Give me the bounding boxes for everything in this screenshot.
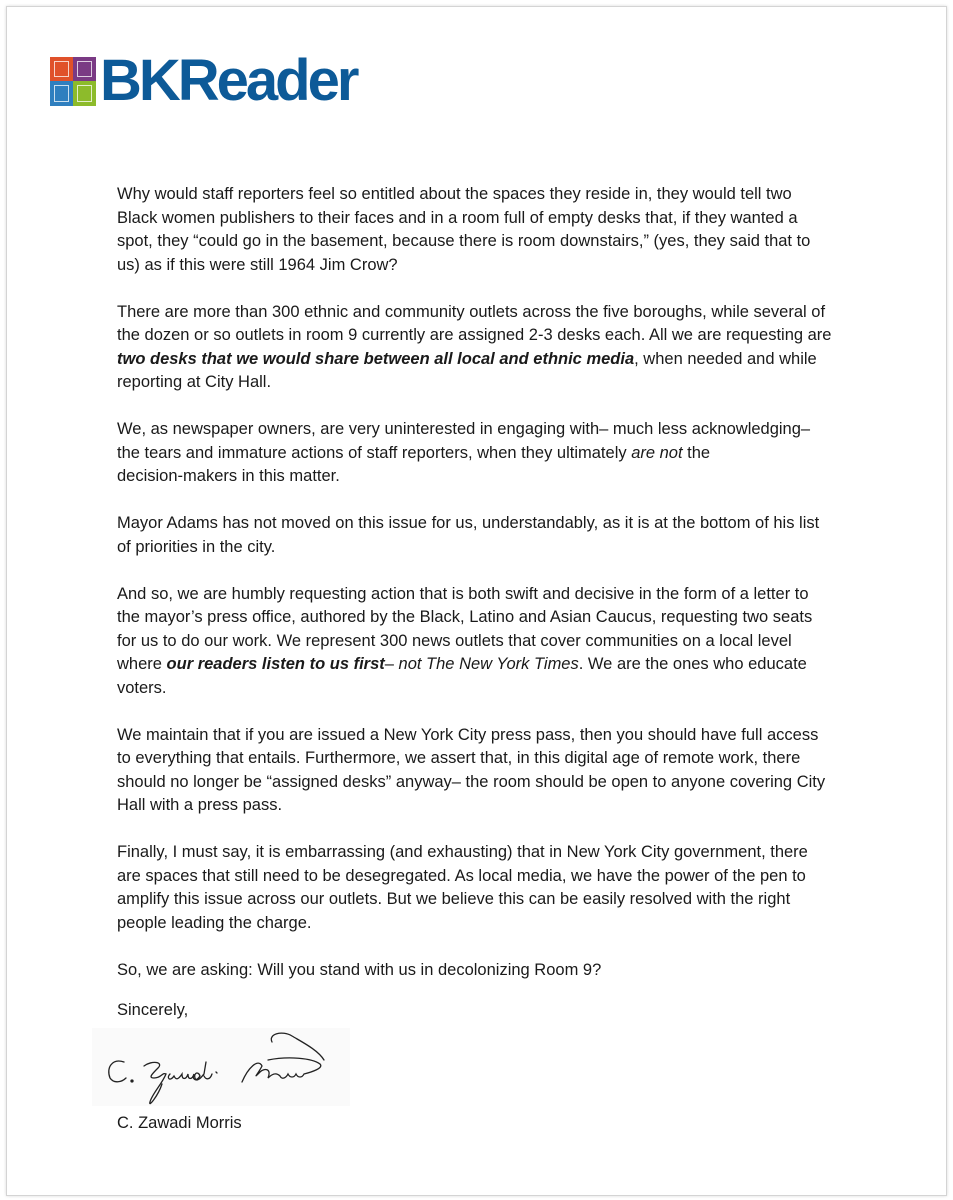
- text-segment: the mayor’s press office, authored by the Black, Latino and Asian Caucus, requesting two seats: [117, 608, 813, 626]
- text-segment: reporting at City Hall.: [117, 373, 272, 391]
- text-line: [117, 841, 907, 865]
- text-segment: Why would staff reporters feel so entitled about the spaces they reside in, they would tell two: [117, 185, 792, 203]
- text-segment: are spaces that still need to be desegregated. As local media, we have the power of the pen to: [117, 866, 806, 885]
- text-segment: the dozen or so outlets in room 9 currently are assigned 2-3 desks each. All we are requesting are: [117, 326, 832, 344]
- text-segment: for us to do our work. We represent 300 news outlets that cover communities on a local level: [117, 631, 792, 650]
- text-segment: , when needed and while: [634, 349, 817, 368]
- text-line: [117, 888, 907, 912]
- text-segment: to everything that entails. Furthermore, we assert that, in this digital age of remote work, there: [117, 749, 801, 767]
- text-line: [117, 724, 907, 748]
- text-segment: where: [117, 655, 167, 673]
- text-segment: should no longer be “assigned desks” anyway– the room should be open to anyone covering City: [117, 772, 826, 791]
- text-segment: the tears and immature actions of staff reporters, when they ultimately: [117, 443, 632, 462]
- letter-paragraph: [117, 183, 907, 277]
- letter-paragraph: [117, 841, 907, 935]
- text-line: [117, 630, 907, 654]
- bkreader-logo: [50, 48, 357, 113]
- text-segment: amplify this issue across our outlets. But we believe this can be easily resolved with the right: [117, 890, 791, 908]
- text-segment: the: [682, 443, 711, 462]
- text-line: [117, 324, 907, 348]
- text-segment: people leading the charge.: [117, 913, 312, 932]
- text-line: [117, 959, 907, 983]
- text-line: [117, 301, 907, 325]
- text-segment: us) as if this were still 1964 Jim Crow?: [117, 255, 398, 274]
- text-segment: Finally, I must say, it is embarrassing (and exhausting) that in New York City government, there: [117, 843, 808, 861]
- text-line: [117, 207, 907, 231]
- text-segment: –: [384, 655, 399, 673]
- text-segment: Black women publishers to their faces and in a room full of empty desks that, if they wanted a: [117, 208, 798, 227]
- text-line: [117, 747, 907, 771]
- text-segment: Hall with a press pass.: [117, 796, 283, 814]
- text-line: [117, 442, 907, 466]
- text-line: [117, 583, 907, 607]
- text-line: [117, 536, 907, 560]
- text-line: [117, 254, 907, 278]
- italic-text: not The New York Times: [398, 655, 579, 673]
- bold-italic-text: two desks that we would share between all local and ethnic media: [117, 349, 635, 368]
- text-segment: We maintain that if you are issued a New York City press pass, then you should have full access: [117, 725, 819, 744]
- text-segment: voters.: [117, 678, 167, 697]
- text-line: [117, 512, 907, 536]
- text-line: [117, 418, 907, 442]
- text-segment: Mayor Adams has not moved on this issue for us, understandably, as it is at the bottom of his list: [117, 514, 820, 532]
- letter-paragraph: [117, 959, 907, 983]
- text-line: [117, 865, 907, 889]
- text-line: [117, 606, 907, 630]
- logo-mark-icon: [50, 57, 96, 106]
- text-segment: spot, they “could go in the basement, because there is room downstairs,” (yes, they said that to: [117, 232, 811, 250]
- text-segment: decision-makers in this matter.: [117, 467, 340, 485]
- letter-paragraph: [117, 724, 907, 818]
- italic-text: are not: [631, 443, 683, 462]
- text-segment: of priorities in the city.: [117, 537, 276, 556]
- letter-body: [117, 183, 907, 1006]
- text-line: [117, 912, 907, 936]
- text-segment: So, we are asking: Will you stand with us in decolonizing Room 9?: [117, 960, 602, 979]
- text-line: [117, 371, 907, 395]
- text-line: [117, 653, 907, 677]
- text-line: [117, 348, 907, 372]
- letter-paragraph: [117, 301, 907, 395]
- text-segment: We, as newspaper owners, are very uninterested in engaging with– much less acknowledging–: [117, 420, 811, 438]
- letter-paragraph: [117, 583, 907, 701]
- text-line: [117, 771, 907, 795]
- text-segment: . We are the ones who educate: [578, 655, 807, 673]
- text-line: [117, 794, 907, 818]
- text-segment: And so, we are humbly requesting action that is both swift and decisive in the form of a letter to: [117, 584, 809, 603]
- text-line: [117, 465, 907, 489]
- bold-italic-text: our readers listen to us first: [166, 655, 385, 673]
- signature-image: [92, 1028, 350, 1106]
- text-line: [117, 183, 907, 207]
- signer-name: C. Zawadi Morris: [117, 1114, 242, 1132]
- text-line: [117, 230, 907, 254]
- letter-paragraph: [117, 512, 907, 559]
- closing: Sincerely,: [117, 1001, 189, 1019]
- text-line: [117, 677, 907, 701]
- logo-wordmark: BKReader: [100, 48, 357, 113]
- text-segment: There are more than 300 ethnic and community outlets across the five boroughs, while several of: [117, 302, 826, 321]
- letter-paragraph: [117, 418, 907, 489]
